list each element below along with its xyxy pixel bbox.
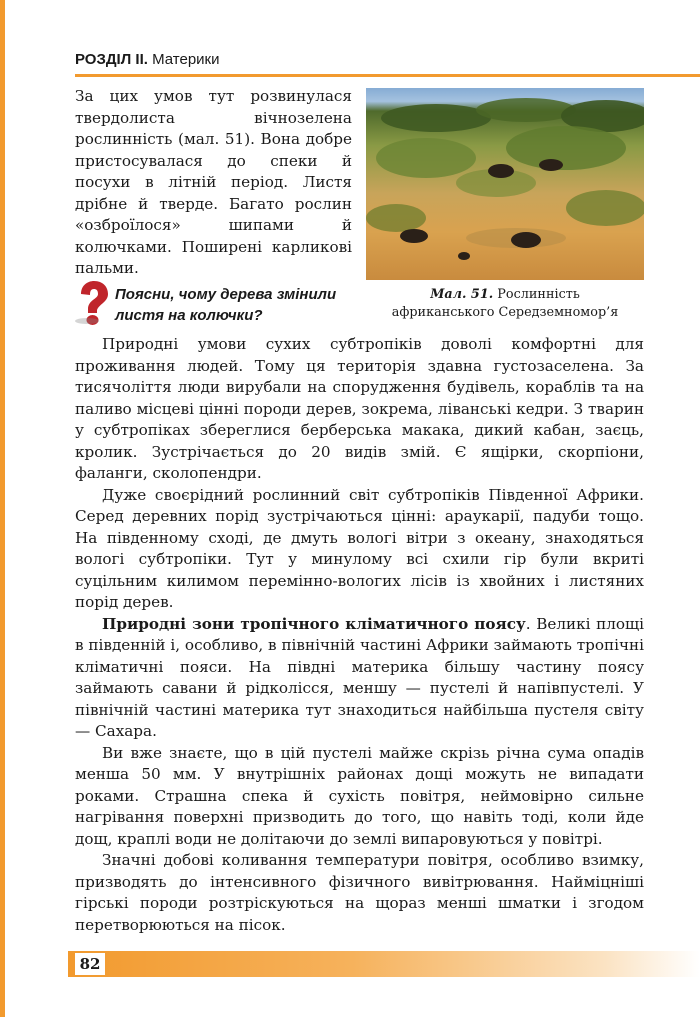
paragraph-4: Ви вже знаєте, що в цій пустелі майже скрізь річна сума опадів менша 50 мм. У внутрішніх районах дощі можуть не випадати роками. Страшна спека й сухість повітря, неймовірно сильне нагрівання поверхні призводить до того, що навіть тоді, коли йде дощ, краплі води не долітаючи до землі випаровуються у повітрі.: [75, 743, 644, 848]
left-accent-bar: [0, 0, 5, 1017]
section-heading: Природні зони тропічного кліматичного поясу: [102, 614, 526, 633]
savanna-landscape-image: [366, 88, 644, 280]
section-title: Материки: [152, 51, 220, 68]
section-label: РОЗДІЛ ІІ.: [75, 51, 148, 68]
paragraph-1: Природні умови сухих субтропіків доволі комфортні для проживання людей. Тому ця територія здавна густозаселена. За тисячоліття люди вирубали на спорудження будівель, кораблів та на паливо місцеві цінні породи дерев, зокрема, ліванські кедри. З тварин у субтропіках збереглися берберська макака, дикий кабан, заєць, кролик. Зустрічається до 20 видів змій. Є ящірки, скорпіони, фаланги, сколопендри.: [75, 335, 644, 482]
caption-line-1: [366, 286, 644, 304]
figure-caption: [366, 286, 644, 322]
paragraph-3: [75, 614, 644, 743]
intro-paragraph: [75, 86, 352, 280]
figure-number: Мал. 51.: [430, 287, 494, 302]
question-mark-icon: [73, 280, 113, 326]
figure-photo: [366, 88, 644, 280]
paragraph-2: Дуже своєрідний рослинний світ субтропіків Південної Африки. Серед деревних порід зустрічаються цінні: араукарії, падуби тощо. На південному сході, де дмуть вологі вітри з океану, знаходяться вологі субтропіки. Тут у минулому всі схили гір були вкриті суцільним килимом перемінно-вологих лісів із хвойних і листяних порід дерев.: [75, 485, 644, 611]
question-prompt: Поясни, чому дерева змінили листя на колючки?: [115, 286, 337, 324]
caption-title: Рослинність: [497, 287, 580, 302]
page-header: [75, 49, 698, 73]
page-number: 82: [75, 953, 105, 975]
footer-bar: [68, 951, 700, 977]
paragraph-3-text: . Великі площі в південній і, особливо, в північній частині Африки займають тропічні кліматичні пояси. На півдні материка більшу частину поясу займають савани й рідколісся, меншу — пустелі й напівпустелі. У північній частині материка тут знаходиться найбільша пустеля світу — Сахара.: [75, 614, 644, 740]
caption-line-2: африканського Середземномор’я: [391, 305, 619, 320]
body-text: [75, 334, 644, 936]
intro-text: За цих умов тут розвинулася твердолиста вічнозелена рослинність (мал. 51). Вона добре пристосувалася до спеки й посухи в літній період. Листя дрібне й тверде. Багато рослин «озброїлося» шипами й колючками. Поширені карликові пальми.: [75, 87, 352, 277]
paragraph-5: Значні добові коливання температури повітря, особливо взимку, призводять до інтенсивного фізичного вивітрювання. Найміцніші гірські породи розтріскуються на щораз менші шматки і згодом перетворюються на пісок.: [75, 851, 644, 934]
header-divider: [75, 74, 700, 77]
